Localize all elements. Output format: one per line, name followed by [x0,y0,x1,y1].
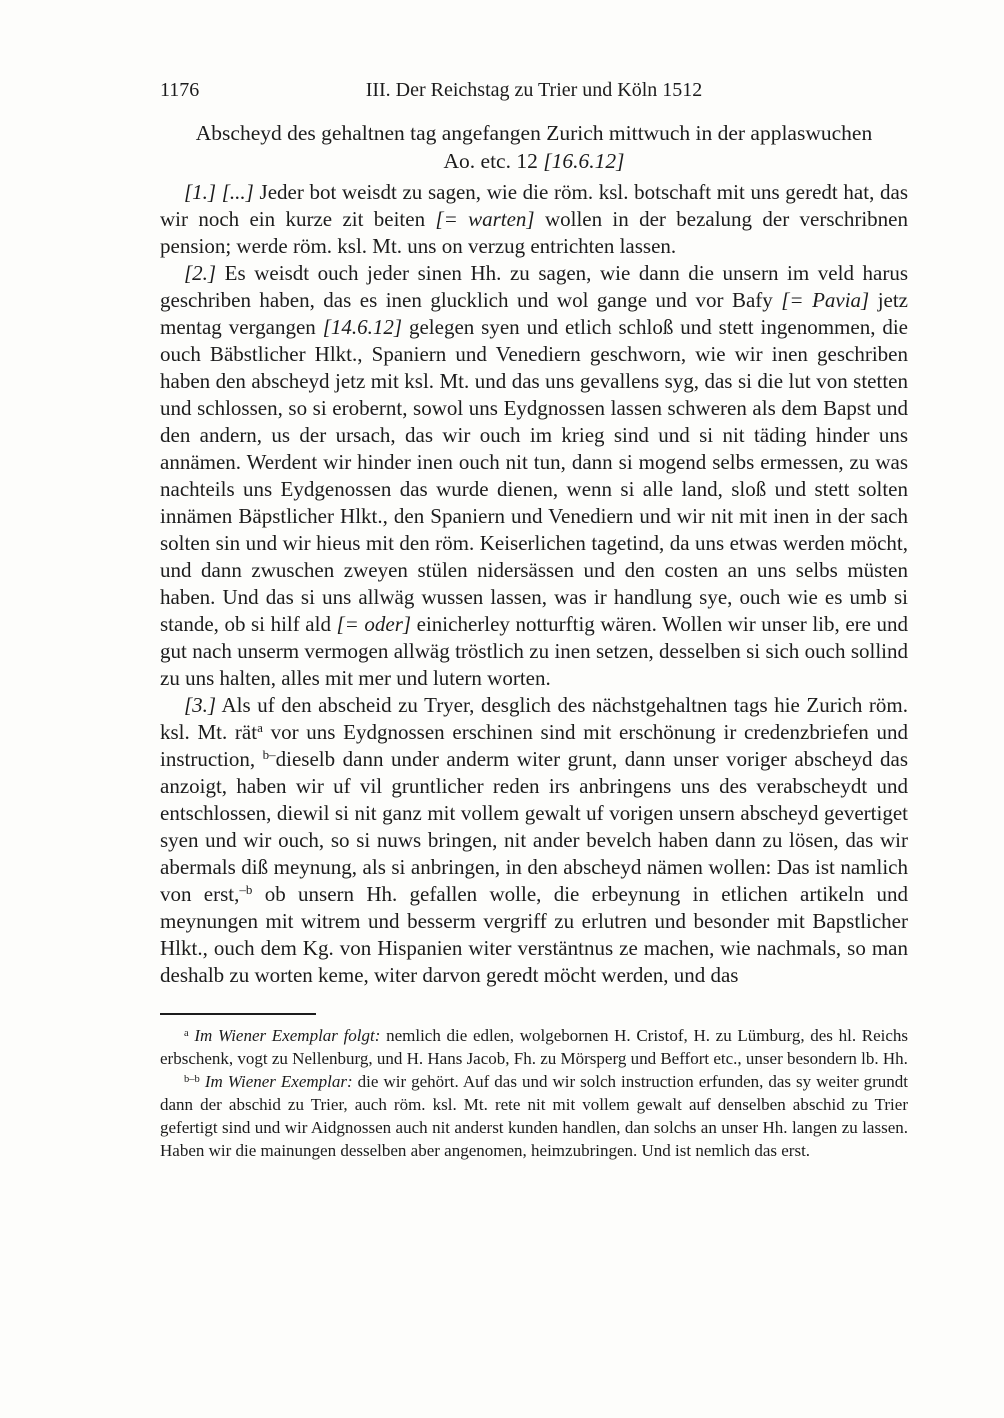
page-number: 1176 [160,79,200,101]
footnote-b: $^{b-b}$ Im Wiener Exemplar: die wir gehört. Auf das und wir solch instruction erfunden, das sy weiter grundt dann der abschid zu Trier, auch röm. ksl. Mt. rete nit mit vollem gewalt auf denselben abschid zu Trier gefertigt sind und wir Aidgnossen auch nit anderst kunden handlen, dan solchs an unser Hh. langen zu lassen. Haben wir die mainungen desselben aber angenomen, heimzubringen. Und ist nemlich das erst. [160,1072,909,1160]
page-header [160,78,908,102]
running-title: III. Der Reichstag zu Trier und Köln 1512 [365,79,703,101]
paragraph-3: [3.] Als uf den abscheid zu Tryer, desglich des nächstgehaltnen tags hie Zurich röm. ksl. Mt. rät$^a$ vor uns Eydgnossen erschinen sind mit erschönung ir credenzbriefen und instruction, $^{b-}$dieselb dann under anderm witer grunt, dann unser voriger abscheyd das anzoigt, haben wir uf vil gruntlicher reden irs anbringens uns des verabscheydt und entschlossen, diewil si nit ganz mit vollem gewalt uf vorigen unsern abscheyd gevertiget syen und wir ouch, so si nuws bringen, nit ander bevelch haben dann zu lösen, das wir abermals diß meynung, als si anbringen, in den abscheyd nämen wollen: Das ist namlich von erst,$^{-b}$ ob unsern Hh. gefallen wolle, die erbeynung in etlichen artikeln und meynungen mit witrem und besserm vergriff zu erlutren und besonder mit Bapstlicher Hlkt., ouch dem Kg. von Hispanien witer verstäntnus ze machen, wie nachmals, so man deshalb zu worten keme, witer darvon geredt möcht werden, und das [160,693,908,987]
document-title-line1: Abscheyd des gehaltnen tag angefangen Zurich mittwuch in der applaswuchen [195,121,873,145]
document-title-line2: Ao. etc. 12 [16.6.12] [443,149,625,173]
main-text [160,179,908,989]
footnote-separator [160,1013,316,1015]
footnote-a: $^a$ Im Wiener Exemplar folgt: nemlich die edlen, wolgebornen H. Cristof, H. zu Lümburg, des hl. Reichs erbschenk, vogt zu Nellenburg, und H. Hans Jacob, Fh. zu Mörsperg und Beffort etc., unser besondern lb. Hh. [160,1026,909,1068]
footnotes-section [160,1013,908,1162]
book-page [160,78,908,1162]
paragraph-2: [2.] Es weisdt ouch jeder sinen Hh. zu sagen, wie dann die unsern im veld harus geschriben haben, das es inen glucklich und wol gange und vor Bafy [= Pavia] jetz mentag vergangen [14.6.12] gelegen syen und etlich schloß und stett ingenommen, die ouch Bäbstlicher Hlkt., Spaniern und Venediern geschworn, wie wir inen geschriben haben den abscheyd jetz mit ksl. Mt. und das uns gevallens syg, das si die lut von stetten und schlossen, so si erobernt, sowol uns Eydgnossen lassen schweren als dem Bapst und den andern, us der ursach, das wir ouch im krieg sind und si nit täding hinder uns annämen. Werdent wir hinder inen ouch nit tun, dann si mogend selbs ermessen, zu was nachteils uns Eydgenossen das wurde dienen, wenn si alle land, sloß und stett solten innämen Bäpstlicher Hlkt., den Spaniern und Venediern und wir nit mit inen in der sach solten sin und wir hieus mit den röm. Keiserlichen tagetind, da uns etwas werden möcht, und dann zwuschen zweyen stülen nidersässen und den costen an uns selbs müsten haben. Und das si uns allwäg wussen lassen, was ir handlung sye, ouch wie es umb si stande, ob si hilf ald [= oder] einicherley notturftig wären. Wollen wir unser lib, ere und gut nach unserm vermogen allwäg tröstlich zu inen setzen, desselben si sich ouch sollind zu uns halten, alles mit mer und lutern worten. [160,261,909,690]
document-title [160,119,908,175]
paragraph-1: [1.] [...] Jeder bot weisdt zu sagen, wie die röm. ksl. botschaft mit uns geredt hat, das wir noch ein kurze zit beiten [= warten] wollen in der bezalung der verschribnen pension; werde röm. ksl. Mt. uns on verzug entrichten lassen. [160,180,908,258]
